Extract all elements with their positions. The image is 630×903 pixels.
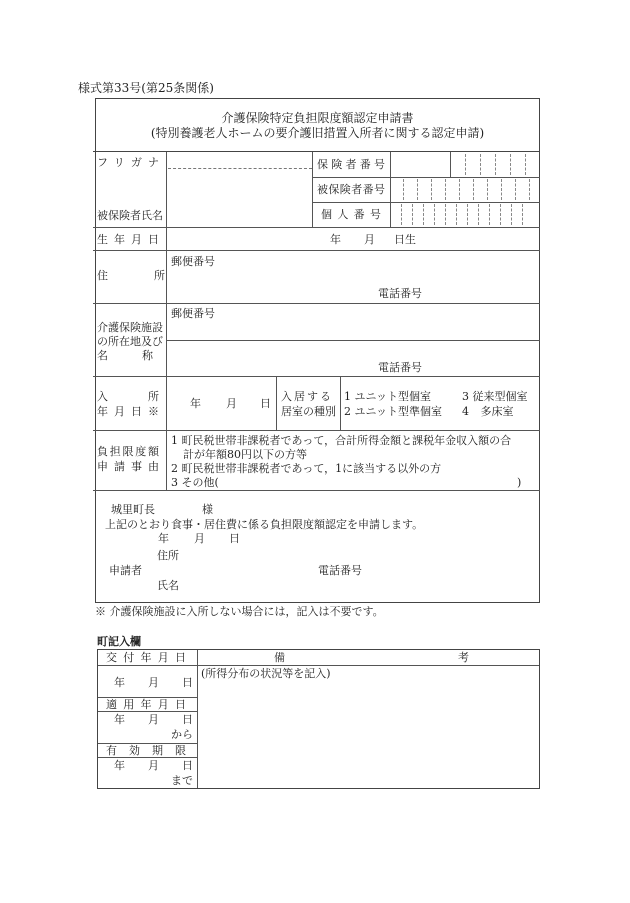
facility-label-2: の所在地及び <box>97 335 163 348</box>
addressee: 城里町長 <box>111 503 155 516</box>
reason-option-2[interactable]: 2 町民税世帯非課税者であって，1に該当する以外の方 <box>171 462 442 475</box>
facility-postal-label: 郵便番号 <box>171 307 215 320</box>
birth-date-field[interactable] <box>168 229 538 249</box>
facility-label-3-text: 名称 <box>97 349 187 362</box>
room-type-option-1[interactable]: 1 ユニット型個室 <box>344 390 432 403</box>
admission-label-2: 年月日※ <box>97 405 159 418</box>
address-label-text: 住所 <box>97 269 211 282</box>
reason-option-1[interactable]: 1 町民税世帯非課税者であって，合計所得金額と課税年金収入額の合 <box>171 434 512 447</box>
declaration-phone-label: 電話番号 <box>318 564 362 577</box>
applied-from: から <box>171 728 193 741</box>
valid-period-field[interactable] <box>98 758 196 788</box>
form-subtitle: (特別養護老人ホームの要介護旧措置入所者に関する認定申請) <box>150 126 485 140</box>
honorific: 様 <box>202 503 213 516</box>
admission-label-1: 入所 <box>97 390 159 403</box>
applied-date-label: 適用年月日 <box>106 698 186 711</box>
remarks-label-2: 考 <box>458 651 469 664</box>
office-table <box>97 649 540 789</box>
birth-date-label: 生年月日 <box>97 233 159 246</box>
admission-year: 年 <box>190 397 201 410</box>
reason-label-1: 負担限度額 <box>97 445 159 458</box>
valid-day: 日 <box>182 759 193 772</box>
room-type-label-1: 入居する <box>281 390 333 403</box>
insurer-number-field[interactable] <box>451 153 539 176</box>
declaration-year: 年 <box>158 532 169 545</box>
applicant-label: 申請者 <box>109 564 142 577</box>
remarks-field[interactable] <box>199 682 537 786</box>
reason-label-2: 申請事由 <box>97 460 159 473</box>
declaration-name-field[interactable] <box>186 578 526 592</box>
application-form <box>95 98 540 603</box>
address-postal-label: 郵便番号 <box>171 255 215 268</box>
office-section-label: 町記入欄 <box>97 635 141 648</box>
declaration-phone-field[interactable] <box>366 563 526 577</box>
birth-month: 月 <box>364 233 375 246</box>
birth-year: 年 <box>330 233 341 246</box>
facility-label-3 <box>97 349 187 362</box>
applicant-table <box>93 151 540 491</box>
declaration-name-label: 氏名 <box>157 579 179 592</box>
facility-field[interactable] <box>168 342 538 358</box>
furigana-field[interactable] <box>168 154 310 167</box>
applied-date-field[interactable] <box>98 712 196 742</box>
applied-day: 日 <box>182 713 193 726</box>
declaration-address-label: 住所 <box>157 549 179 562</box>
remarks-label-1: 備 <box>274 651 285 664</box>
insured-name-field[interactable] <box>168 171 310 225</box>
admission-month: 月 <box>226 397 237 410</box>
valid-year: 年 <box>114 759 125 772</box>
valid-period-label: 有効期限 <box>106 744 186 757</box>
declaration-month: 月 <box>194 532 205 545</box>
declaration-day: 日 <box>229 532 240 545</box>
remarks-hint: (所得分布の状況等を記入) <box>201 667 331 680</box>
reason-other-close: ) <box>517 476 522 489</box>
form-title: 介護保険特定負担限度額認定申請書 <box>221 111 414 125</box>
room-type-option-4[interactable]: 4 多床室 <box>462 405 514 418</box>
applied-year: 年 <box>114 713 125 726</box>
valid-until: まで <box>171 774 193 787</box>
declaration-date-field[interactable] <box>146 531 246 545</box>
declaration-address-field[interactable] <box>186 548 526 562</box>
personal-number-field[interactable] <box>391 203 539 226</box>
applied-month: 月 <box>148 713 159 726</box>
form-number: 様式第33号(第25条関係) <box>78 81 214 95</box>
reason-option-3[interactable]: 3 その他( <box>171 476 219 489</box>
admission-day: 日 <box>260 397 271 410</box>
facility-phone-label: 電話番号 <box>378 361 422 374</box>
address-field[interactable] <box>168 267 538 285</box>
personal-number-label: 個人番号 <box>321 208 381 221</box>
issue-day: 日 <box>182 676 193 689</box>
issue-date-field[interactable] <box>98 667 196 696</box>
form-note: ※ 介護保険施設に入所しない場合には，記入は不要です。 <box>95 605 384 618</box>
insured-number-field[interactable] <box>391 178 539 201</box>
reason-option-1-cont: 計が年額80円以下の方等 <box>183 448 307 461</box>
insurer-number-label: 保険者番号 <box>317 158 385 171</box>
furigana-label: フリガナ <box>97 156 159 169</box>
room-type-option-3[interactable]: 3 従来型個室 <box>462 390 528 403</box>
room-type-label-2: 居室の種別 <box>281 405 336 418</box>
facility-label-1: 介護保険施設 <box>97 321 163 334</box>
declaration-statement: 上記のとおり食事・居住費に係る負担限度額認定を申請します。 <box>105 518 424 531</box>
issue-date-label: 交付年月日 <box>106 651 186 664</box>
issue-year: 年 <box>114 676 125 689</box>
valid-month: 月 <box>148 759 159 772</box>
address-label <box>97 269 211 282</box>
room-type-option-2[interactable]: 2 ユニット型準個室 <box>344 405 443 418</box>
issue-month: 月 <box>148 676 159 689</box>
address-phone-label: 電話番号 <box>378 287 422 300</box>
insured-number-label: 被保険者番号 <box>317 183 385 196</box>
birth-day: 日生 <box>394 233 416 246</box>
insured-name-label: 被保険者氏名 <box>97 209 163 222</box>
admission-date-field[interactable] <box>168 378 275 429</box>
